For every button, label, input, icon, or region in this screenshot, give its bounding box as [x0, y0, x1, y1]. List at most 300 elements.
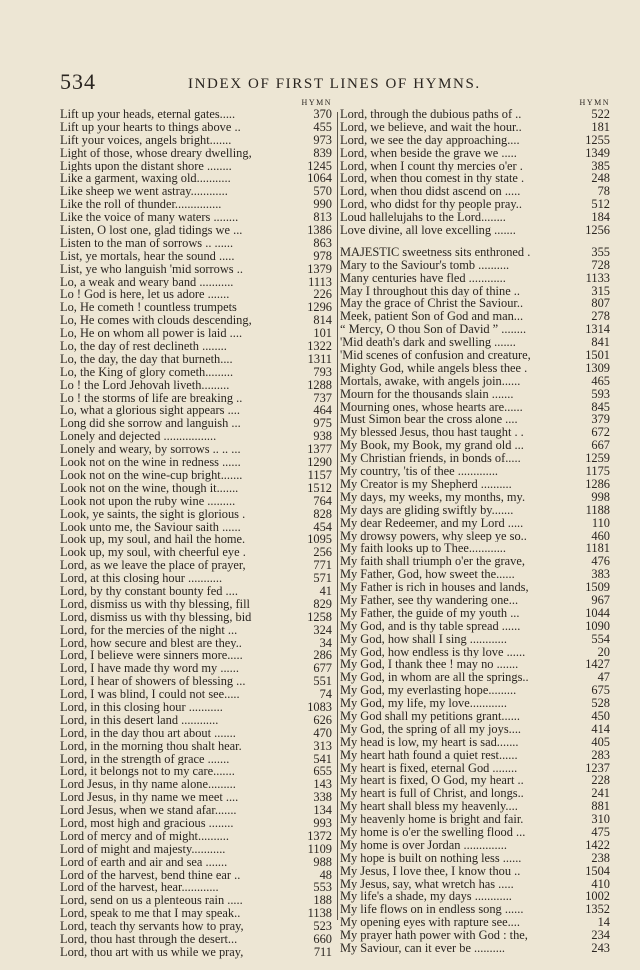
hymn-number: 1422 — [585, 837, 610, 852]
first-line-text: Listen, O lost one, glad tidings we ... — [60, 224, 243, 237]
hymn-number: 512 — [591, 197, 610, 212]
first-line-text: Like the voice of many waters ........ — [60, 211, 239, 225]
index-entry — [340, 491, 610, 504]
index-column-left — [60, 97, 332, 959]
hymn-number: 1181 — [585, 541, 610, 556]
hymn-number: 881 — [591, 799, 610, 814]
hymn-number: 1133 — [585, 270, 610, 285]
index-entry — [340, 121, 610, 134]
first-line-text: Lo, the day of rest declineth ........ — [60, 340, 227, 353]
first-line-text: Lo, the day, the day that burneth.... — [60, 352, 233, 366]
index-entry — [60, 482, 332, 495]
first-line-text: Lo ! the storms of life are breaking .. — [60, 391, 243, 405]
hymn-number: 286 — [313, 648, 332, 663]
hymn-number: 675 — [591, 683, 610, 698]
first-line-text: My life's a shade, my days ............ — [340, 890, 512, 904]
index-entry — [340, 388, 610, 401]
index-entry — [60, 443, 332, 456]
first-line-text: Lo, He cometh ! countless trumpets — [60, 301, 237, 315]
index-entry — [60, 933, 332, 946]
page-header — [60, 70, 620, 96]
index-entry — [60, 701, 332, 714]
index-entry — [60, 172, 332, 185]
index-entry — [340, 211, 610, 224]
hymn-number: 975 — [313, 416, 332, 431]
first-line-text: Lord of the harvest, hear............ — [60, 881, 219, 895]
index-entry — [340, 568, 610, 581]
first-line-text: My Father, see thy wandering one... — [340, 593, 519, 607]
index-entry — [60, 198, 332, 211]
index-entry — [340, 710, 610, 723]
first-line-text: Lord, teach thy servants how to pray, — [60, 920, 244, 934]
first-line-text: Lord, at this closing hour ........... — [60, 572, 223, 585]
hymn-number: 998 — [591, 489, 610, 504]
index-entry — [60, 379, 332, 392]
index-entry — [60, 804, 332, 817]
hymn-number: 238 — [591, 850, 610, 865]
first-line-text: My God, my life, my love............ — [340, 697, 507, 710]
hymn-number: 248 — [591, 171, 610, 186]
first-line-text: My heart is full of Christ, and longs.. — [340, 787, 524, 801]
index-entry — [60, 521, 332, 534]
hymn-number: 553 — [313, 880, 332, 895]
index-entry — [340, 646, 610, 659]
index-entry — [340, 916, 610, 929]
hymn-number: 523 — [313, 919, 332, 934]
index-entry — [340, 813, 610, 826]
index-entry — [60, 662, 332, 675]
hymn-number: 310 — [591, 812, 610, 827]
index-entry — [60, 392, 332, 405]
hymn-number: 839 — [313, 145, 332, 160]
hymn-number: 863 — [313, 235, 332, 250]
index-entry — [60, 366, 332, 379]
first-line-text: My Jesus, say, what wretch has ..... — [340, 877, 514, 891]
hymn-number: 278 — [591, 309, 610, 324]
first-line-text: My hope is built on nothing less ...... — [340, 851, 522, 865]
hymn-number: 528 — [591, 696, 610, 711]
index-entry — [60, 572, 332, 585]
hymn-number: 828 — [313, 506, 332, 521]
index-entry — [60, 353, 332, 366]
first-line-text: Mary to the Saviour's tomb .......... — [340, 258, 510, 272]
hymn-number: 551 — [313, 674, 332, 689]
index-entry — [60, 250, 332, 263]
hymn-number: 414 — [591, 721, 610, 736]
hymn-number: 829 — [313, 596, 332, 611]
index-entry — [340, 594, 610, 607]
first-line-text: Like sheep we went astray............ — [60, 185, 228, 199]
hymn-number: 450 — [591, 708, 610, 723]
hymn-number: 764 — [313, 493, 332, 508]
hymn-number: 737 — [313, 390, 332, 405]
first-line-text: My dear Redeemer, and my Lord ..... — [340, 516, 524, 530]
first-line-text: Lord of mercy and of might.......... — [60, 829, 229, 843]
hymn-number: 226 — [313, 287, 332, 302]
hymn-number: 1296 — [307, 300, 332, 315]
hymn-number: 1258 — [307, 609, 332, 624]
hymn-number: 1064 — [307, 171, 332, 186]
first-line-text: 'Mid death's dark and swelling ....... — [340, 336, 516, 350]
first-line-text: List, ye mortals, hear the sound ..... — [60, 249, 235, 263]
first-line-text: Mortals, awake, with angels join...... — [340, 374, 521, 388]
hymn-number: 110 — [591, 515, 610, 530]
index-entry — [340, 224, 610, 237]
first-line-text: My days are gliding swiftly by....... — [340, 503, 514, 517]
hymn-number: 1427 — [585, 657, 610, 672]
first-line-text: My drowsy powers, why sleep ye so.. — [340, 529, 527, 543]
index-entry — [340, 620, 610, 633]
first-line-text: My opening eyes with rapture see.... — [340, 916, 520, 930]
running-title: INDEX OF FIRST LINES OF HYMNS. — [188, 76, 481, 92]
entry-list — [340, 108, 610, 955]
hymn-number: 234 — [591, 928, 610, 943]
first-line-text: Lord, most high and gracious ........ — [60, 816, 234, 830]
index-entry — [60, 869, 332, 882]
first-line-text: My prayer hath power with God : the, — [340, 929, 528, 943]
hymn-number: 667 — [591, 438, 610, 453]
first-line-text: Lo ! the Lord Jehovah liveth......... — [60, 378, 230, 392]
hymn-number: 993 — [313, 815, 332, 830]
index-entry — [340, 452, 610, 465]
first-line-text: My God shall my petitions grant...... — [340, 709, 520, 723]
hymn-number: 464 — [313, 403, 332, 418]
index-entry — [60, 134, 332, 147]
first-line-text: Like a garment, waxing old........... — [60, 172, 231, 186]
index-entry — [340, 787, 610, 800]
hymn-number: 1188 — [585, 502, 610, 517]
hymn-number: 47 — [597, 670, 610, 685]
first-line-text: Lord, dismiss us with thy blessing, fill — [60, 597, 250, 611]
first-line-text: Lord, in the day thou art about ....... — [60, 726, 236, 740]
index-entry — [340, 323, 610, 336]
index-entry — [340, 762, 610, 775]
index-entry — [60, 508, 332, 521]
hymn-column-heading: HYMN — [301, 98, 332, 107]
index-entry — [340, 774, 610, 787]
first-line-text: Mourning ones, whose hearts are...... — [340, 400, 523, 414]
index-entry — [60, 288, 332, 301]
first-line-text: Lift your voices, angels bright....... — [60, 133, 232, 147]
hymn-number: 101 — [313, 326, 332, 341]
index-entry — [60, 327, 332, 340]
first-line-text: Mourn for the thousands slain ....... — [340, 387, 514, 401]
first-line-text: Lord, we see the day approaching.... — [340, 133, 520, 147]
first-line-text: Lord, I have made thy word my ...... — [60, 662, 239, 676]
first-line-text: 'Mid scenes of confusion and creature, — [340, 349, 531, 362]
index-entry — [60, 559, 332, 572]
first-line-text: Lord, send on us a plenteous rain ..... — [60, 894, 243, 908]
index-entry — [340, 890, 610, 903]
first-line-text: Lord Jesus, in thy name we meet .... — [60, 791, 239, 805]
column-divider — [337, 112, 338, 920]
first-line-text: My life flows on in endless song ...... — [340, 903, 524, 917]
first-line-text: Lord, when thou didst ascend on ..... — [340, 185, 521, 199]
first-line-text: Lord, we believe, and wait the hour.. — [340, 120, 522, 134]
index-entry — [340, 903, 610, 916]
first-line-text: Lord, how secure and blest are they.. — [60, 636, 242, 650]
index-entry — [340, 272, 610, 285]
index-entry — [60, 649, 332, 662]
index-entry — [340, 671, 610, 684]
first-line-text: My Christian friends, in bonds of..... — [340, 452, 521, 466]
index-entry — [60, 147, 332, 160]
hymn-number: 184 — [591, 210, 610, 225]
index-entry — [340, 147, 610, 160]
first-line-text: MAJESTIC sweetness sits enthroned . — [340, 245, 531, 259]
hymn-number: 355 — [591, 244, 610, 259]
first-line-text: Lord, who didst for thy people pray.. — [340, 198, 522, 212]
first-line-text: My head is low, my heart is sad....... — [340, 735, 519, 749]
first-line-text: Lord, by thy constant bounty fed .... — [60, 584, 238, 598]
index-entry — [60, 688, 332, 701]
first-line-text: My God, in whom are all the springs.. — [340, 671, 529, 685]
index-entry — [340, 826, 610, 839]
hymn-number: 1290 — [307, 455, 332, 470]
hymn-number: 814 — [313, 313, 332, 328]
index-entry — [60, 585, 332, 598]
hymn-number: 1509 — [585, 580, 610, 595]
hymn-number: 571 — [313, 571, 332, 586]
index-entry — [340, 852, 610, 865]
hymn-number: 1245 — [307, 158, 332, 173]
index-entry — [340, 413, 610, 426]
index-entry — [60, 946, 332, 959]
first-line-text: My God, how endless is thy love ...... — [340, 645, 526, 659]
index-entry — [60, 753, 332, 766]
hymn-number: 1377 — [307, 442, 332, 457]
hymn-number: 14 — [597, 915, 610, 930]
index-entry — [60, 894, 332, 907]
hymn-number: 454 — [313, 519, 332, 534]
first-line-text: Lord, when I count thy mercies o'er . — [340, 159, 523, 173]
first-line-text: My Jesus, I love thee, I know thou .. — [340, 864, 521, 878]
hymn-number: 570 — [313, 184, 332, 199]
first-line-text: Lo, the King of glory cometh......... — [60, 365, 234, 379]
first-line-text: My heavenly home is bright and fair. — [340, 813, 524, 826]
hymn-number: 1083 — [307, 699, 332, 714]
index-entry — [340, 349, 610, 362]
index-entry — [60, 108, 332, 121]
hymn-number: 973 — [313, 132, 332, 147]
hymn-number: 385 — [591, 158, 610, 173]
first-line-text: Lo, He on whom all power is laid .... — [60, 327, 243, 341]
hymn-number: 283 — [591, 747, 610, 762]
hymn-number: 256 — [313, 545, 332, 560]
hymn-number: 1504 — [585, 863, 610, 878]
hymn-number: 313 — [313, 738, 332, 753]
first-line-text: Lord, thou art with us while we pray, — [60, 945, 244, 959]
index-entry — [60, 843, 332, 856]
index-entry — [60, 533, 332, 546]
hymn-number: 771 — [313, 558, 332, 573]
first-line-text: Listen to the man of sorrows .. ...... — [60, 236, 234, 250]
index-entry — [340, 259, 610, 272]
index-entry — [340, 336, 610, 349]
first-line-text: Lord, I hear of showers of blessing ... — [60, 675, 246, 689]
hymn-number: 1044 — [585, 605, 610, 620]
hymn-number: 990 — [313, 197, 332, 212]
hymn-number: 1386 — [307, 223, 332, 238]
hymn-number: 470 — [313, 725, 332, 740]
index-entry — [340, 504, 610, 517]
hymn-number: 241 — [591, 786, 610, 801]
first-line-text: Lonely and dejected ................. — [60, 430, 217, 444]
first-line-text: My days, my weeks, my months, my. — [340, 490, 526, 504]
index-entry — [60, 546, 332, 559]
hymn-number: 338 — [313, 790, 332, 805]
hymn-number: 626 — [313, 712, 332, 727]
first-line-text: My God, my everlasting hope......... — [340, 684, 517, 698]
first-line-text: Lord Jesus, in thy name alone......... — [60, 778, 236, 792]
first-line-text: Love divine, all love excelling ....... — [340, 224, 516, 237]
index-entry — [60, 791, 332, 804]
hymn-number: 593 — [591, 386, 610, 401]
first-line-text: Lord of earth and air and sea ....... — [60, 855, 228, 869]
index-entry — [60, 456, 332, 469]
hymn-number: 243 — [591, 941, 610, 955]
hymn-number: 522 — [591, 107, 610, 121]
hymn-number: 20 — [597, 644, 610, 659]
first-line-text: Lord, for the mercies of the night ... — [60, 623, 238, 637]
first-line-text: My Father, God, how sweet the...... — [340, 568, 515, 582]
first-line-text: Look, ye saints, the sight is glorious . — [60, 507, 246, 521]
index-entry — [340, 942, 610, 955]
entry-list — [60, 108, 332, 959]
hymn-number: 1501 — [585, 348, 610, 363]
first-line-text: Lights upon the distant shore ........ — [60, 159, 232, 173]
index-entry — [60, 417, 332, 430]
index-entry — [60, 740, 332, 753]
index-entry — [340, 478, 610, 491]
index-entry — [340, 633, 610, 646]
index-entry — [340, 185, 610, 198]
index-entry — [340, 362, 610, 375]
index-entry — [340, 134, 610, 147]
first-line-text: Lord Jesus, when we stand afar....... — [60, 804, 237, 817]
first-line-text: Lonely and weary, by sorrows .. .. ... — [60, 443, 241, 457]
first-line-text: Look not on the wine-cup bright....... — [60, 468, 243, 482]
first-line-text: Lord, in the morning thou shalt hear. — [60, 739, 242, 753]
hymn-number: 807 — [591, 296, 610, 311]
hymn-number: 655 — [313, 764, 332, 779]
index-entry — [60, 211, 332, 224]
first-line-text: Lord, I believe were sinners more..... — [60, 649, 243, 663]
index-entry — [60, 404, 332, 417]
hymn-number: 728 — [591, 257, 610, 272]
hymn-number: 1256 — [585, 223, 610, 238]
first-line-text: Lord of might and majesty........... — [60, 842, 226, 856]
index-entry — [340, 749, 610, 762]
hymn-number: 315 — [591, 283, 610, 298]
index-entry — [340, 517, 610, 530]
first-line-text: Lord, when thou comest in thy state . — [340, 172, 525, 186]
index-column-right — [340, 97, 610, 955]
hymn-number: 1349 — [585, 145, 610, 160]
index-entry — [60, 830, 332, 843]
hymn-number: 188 — [313, 893, 332, 908]
hymn-number: 988 — [313, 854, 332, 869]
index-entry — [60, 314, 332, 327]
hymn-number: 978 — [313, 248, 332, 263]
first-line-text: Must Simon bear the cross alone .... — [340, 413, 518, 427]
first-line-text: Lord, in the strength of grace ....... — [60, 752, 230, 766]
first-line-text: My Father is rich in houses and lands, — [340, 581, 529, 594]
hymn-number: 1322 — [307, 339, 332, 354]
index-entry — [340, 401, 610, 414]
index-entry — [60, 598, 332, 611]
first-line-text: My God, the spring of all my joys.... — [340, 722, 522, 736]
index-entry — [60, 817, 332, 830]
first-line-text: My Creator is my Shepherd .......... — [340, 477, 512, 491]
hymn-number: 324 — [313, 622, 332, 637]
hymn-number: 41 — [319, 583, 332, 598]
first-line-text: Lord, as we leave the place of prayer, — [60, 559, 246, 573]
hymn-number: 1255 — [585, 132, 610, 147]
first-line-text: My blessed Jesus, thou hast taught . . — [340, 426, 524, 440]
index-entry — [340, 865, 610, 878]
first-line-text: My heart hath found a quiet rest...... — [340, 748, 518, 762]
index-entry — [340, 198, 610, 211]
hymn-number: 74 — [319, 687, 332, 702]
hymn-number: 181 — [591, 119, 610, 134]
first-line-text: Lift up your heads, eternal gates..... — [60, 108, 236, 121]
index-entry — [340, 723, 610, 736]
hymn-number: 1113 — [308, 274, 332, 289]
index-entry — [60, 624, 332, 637]
first-line-text: May the grace of Christ the Saviour.. — [340, 297, 524, 311]
index-entry — [340, 800, 610, 813]
hymn-number: 34 — [319, 635, 332, 650]
first-line-text: My home is over Jordan .............. — [340, 838, 507, 852]
index-entry — [340, 542, 610, 555]
hymn-number: 660 — [313, 932, 332, 946]
index-entry — [60, 637, 332, 650]
first-line-text: Lord, dismiss us with thy blessing, bid — [60, 610, 252, 624]
first-line-text: Loud hallelujahs to the Lord........ — [340, 211, 506, 225]
index-entry — [340, 697, 610, 710]
first-line-text: Lord, through the dubious paths of .. — [340, 108, 522, 121]
hymn-column-heading: HYMN — [579, 98, 610, 107]
index-entry — [340, 684, 610, 697]
index-entry — [340, 160, 610, 173]
hymn-number: 1175 — [585, 464, 610, 479]
hymn-number: 845 — [591, 399, 610, 414]
first-line-text: Lord of the harvest, bend thine ear .. — [60, 868, 241, 882]
first-line-text: My heart is fixed, eternal God ........ — [340, 761, 518, 775]
hymn-number: 228 — [591, 773, 610, 788]
first-line-text: Lift up your hearts to things above .. — [60, 120, 241, 134]
first-line-text: Lo, what a glorious sight appears .... — [60, 404, 240, 418]
hymn-number: 1311 — [307, 351, 332, 366]
hymn-number: 370 — [313, 107, 332, 121]
index-entry — [60, 469, 332, 482]
index-entry — [60, 714, 332, 727]
hymn-number: 938 — [313, 429, 332, 444]
index-entry — [60, 920, 332, 933]
hymn-number: 405 — [591, 734, 610, 749]
hymn-number: 541 — [313, 751, 332, 766]
first-line-text: Lord, when beside the grave we ..... — [340, 146, 517, 160]
index-entry — [60, 856, 332, 869]
first-line-text: My country, 'tis of thee ............. — [340, 465, 499, 478]
hymn-number: 1512 — [307, 480, 332, 495]
hymn-number: 1109 — [307, 841, 332, 856]
hymn-number: 1237 — [585, 760, 610, 775]
hymn-number: 1095 — [307, 532, 332, 547]
index-entry — [340, 297, 610, 310]
first-line-text: Meek, patient Son of God and man... — [340, 310, 524, 324]
